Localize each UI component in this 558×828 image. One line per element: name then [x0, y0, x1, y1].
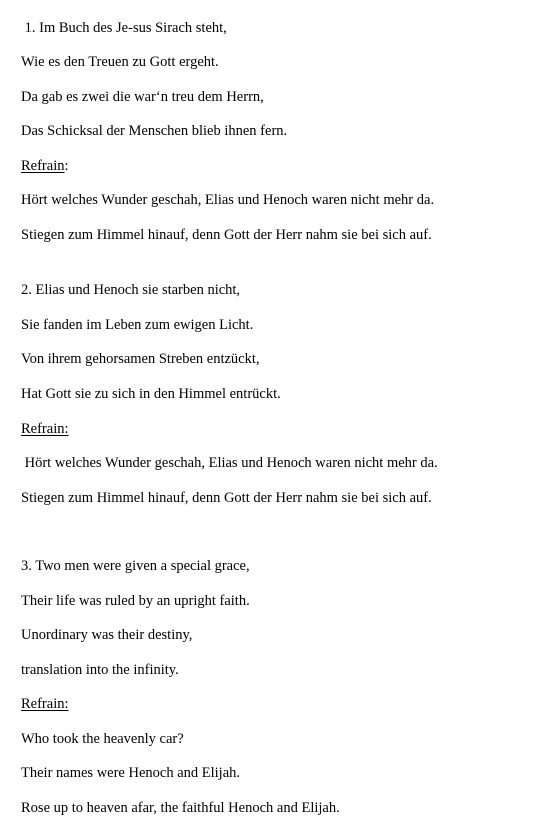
verse-3-line-3: Unordinary was their destiny,: [21, 627, 193, 643]
verse-3-refrain-line-2: Their names were Henoch and Elijah.: [21, 765, 241, 781]
verse-2-line-3: Von ihrem gehorsamen Streben entzückt,: [21, 351, 260, 367]
refrain-colon: :: [64, 158, 69, 174]
verse-3-refrain-line-1: Who took the heavenly car?: [21, 731, 184, 747]
verse-1-line-3: Da gab es zwei die war‘n treu dem Herrn,: [21, 89, 264, 105]
verse-1-line-2: Wie es den Treuen zu Gott ergeht.: [21, 54, 219, 70]
verse-1-refrain-heading: [21, 157, 69, 175]
refrain-label: Refrain: [21, 158, 65, 174]
verse-3-refrain-heading: [21, 695, 69, 713]
verse-1-refrain-line-1: Hört welches Wunder geschah, Elias und Henoch waren nicht mehr da.: [21, 192, 435, 208]
verse-1-line-1: 1. Im Buch des Je-sus Sirach steht,: [21, 20, 227, 36]
verse-1-line-4: Das Schicksal der Menschen blieb ihnen fern.: [21, 123, 288, 139]
verse-2-line-1: 2. Elias und Henoch sie starben nicht,: [21, 282, 241, 298]
verse-2-line-2: Sie fanden im Leben zum ewigen Licht.: [21, 317, 254, 333]
verse-1-refrain-line-2: Stiegen zum Himmel hinauf, denn Gott der Herr nahm sie bei sich auf.: [21, 227, 432, 243]
refrain-label: Refrain:: [21, 696, 69, 712]
refrain-label: Refrain:: [21, 421, 69, 437]
verse-2-refrain-heading: [21, 420, 69, 438]
verse-2-refrain-line-2: Stiegen zum Himmel hinauf, denn Gott der Herr nahm sie bei sich auf.: [21, 490, 432, 506]
verse-3-line-1: 3. Two men were given a special grace,: [21, 558, 250, 574]
verse-2-line-4: Hat Gott sie zu sich in den Himmel entrückt.: [21, 386, 281, 402]
verse-3-refrain-line-3: Rose up to heaven afar, the faithful Henoch and Elijah.: [21, 800, 340, 816]
verse-2-refrain-line-1: Hört welches Wunder geschah, Elias und Henoch waren nicht mehr da.: [21, 455, 438, 471]
verse-3-line-2: Their life was ruled by an upright faith.: [21, 593, 250, 609]
verse-3-line-4: translation into the infinity.: [21, 662, 179, 678]
